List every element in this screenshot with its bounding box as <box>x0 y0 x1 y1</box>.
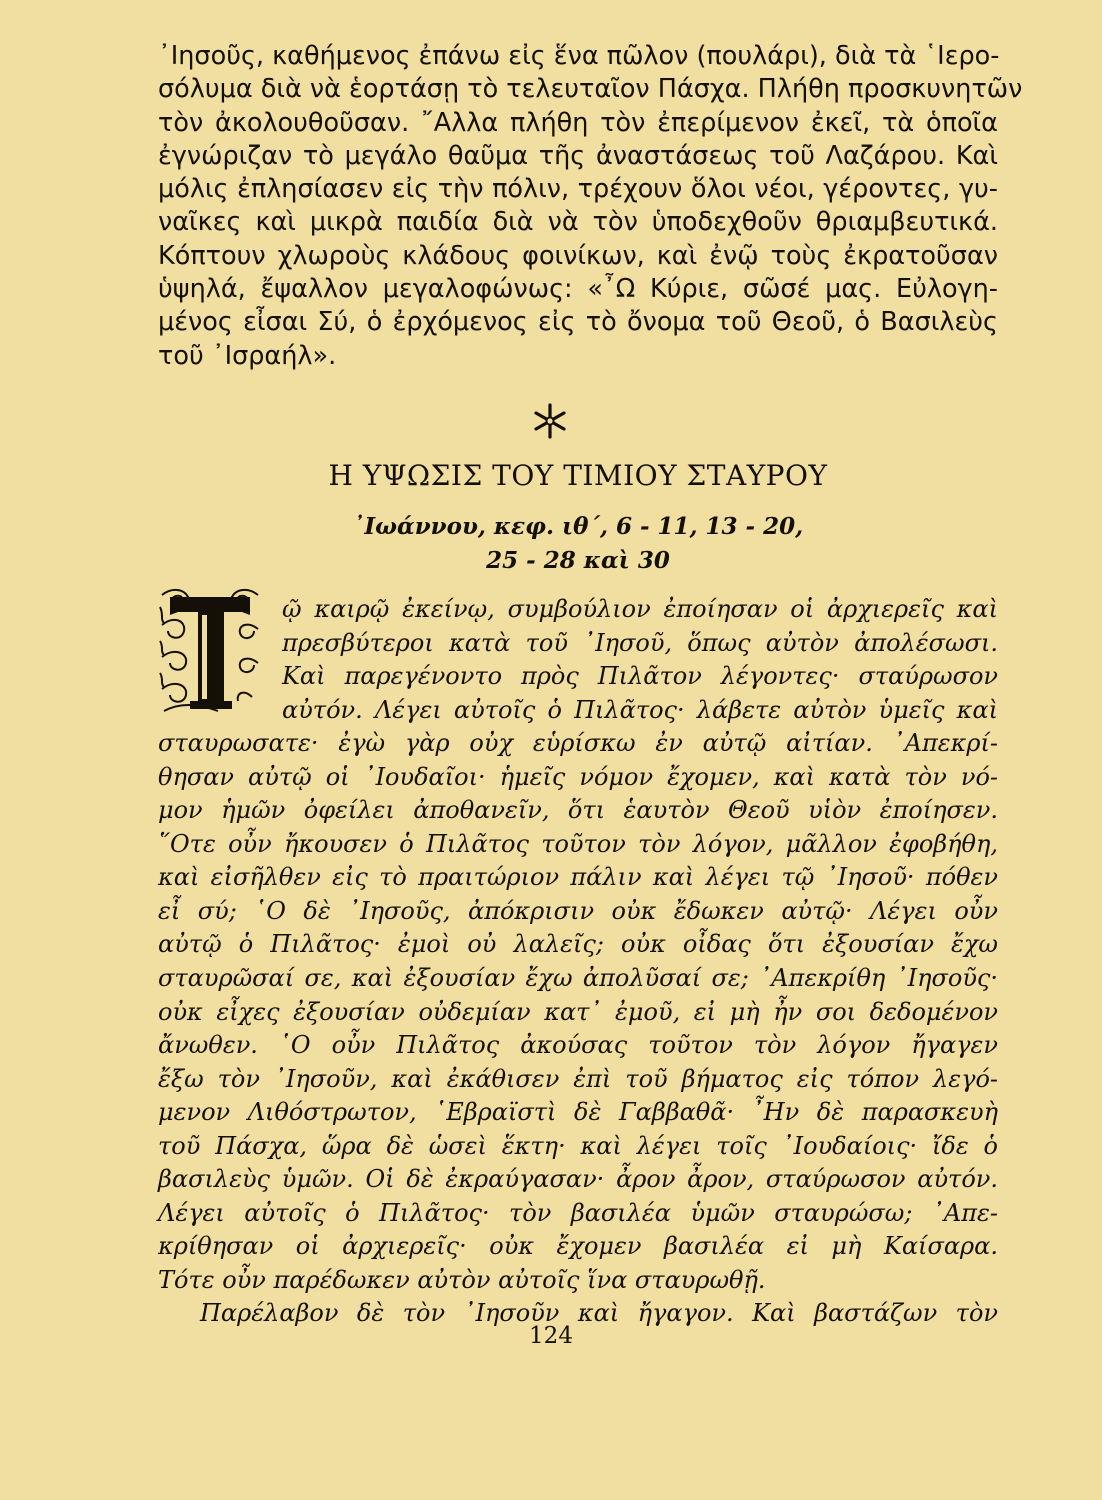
gospel-line: βασιλεὺς ὑμῶν. Οἱ δὲ ἐκραύγασαν· ἆρον ἆρον, σταύρωσον αὐτόν. <box>158 1165 998 1194</box>
gospel-line: μον ἡμῶν ὀφείλει ἀποθανεῖν, ὅτι ἑαυτὸν Θεοῦ υἱὸν ἐποίησεν. <box>158 796 998 825</box>
intro-line: τὸν ἀκολουθοῦσαν. ῎Αλλα πλήθη τὸν ἐπερίμενον ἐκεῖ, τὰ ὁποῖα <box>158 107 998 138</box>
gospel-line: Λέγει αὐτοῖς ὁ Πιλᾶτος· τὸν βασιλέα ὑμῶν σταυρώσω; ᾿Απε- <box>158 1198 998 1227</box>
gospel-line: εἶ σύ; ῾Ο δὲ ᾿Ιησοῦς, ἀπόκρισιν οὐκ ἔδωκεν αὐτῷ· Λέγει οὖν <box>158 896 998 925</box>
gospel-line: ἔξω τὸν ᾿Ιησοῦν, καὶ ἐκάθισεν ἐπὶ τοῦ βήματος εἰς τόπον λεγό- <box>158 1064 998 1093</box>
intro-line: σόλυμα διὰ νὰ ἑορτάσῃ τὸ τελευταῖον Πάσχα. Πλήθη προσκυνητῶν <box>158 74 1023 105</box>
gospel-line: σταυρῶσαί σε, καὶ ἐξουσίαν ἔχω ἀπολῦσαί σε; ᾿Απεκρίθη ᾿Ιησοῦς· <box>158 964 998 993</box>
gospel-line: αὐτόν. Λέγει αὐτοῖς ὁ Πιλᾶτος· λάβετε αὐτὸν ὑμεῖς καὶ <box>282 695 998 724</box>
scripture-reference <box>158 510 998 578</box>
gospel-line: καὶ εἰσῆλθεν εἰς τὸ πραιτώριον πάλιν καὶ λέγει τῷ ᾿Ιησοῦ· πόθεν <box>158 863 998 892</box>
intro-line: Κόπτουν χλωροὺς κλάδους φοινίκων, καὶ ἐνῷ τοὺς ἐκρατοῦσαν <box>158 240 998 271</box>
gospel-line: τοῦ Πάσχα, ὥρα δὲ ὡσεὶ ἕκτη· καὶ λέγει τοῖς ᾿Ιουδαίοις· ἴδε ὁ <box>158 1131 998 1160</box>
gospel-line: Παρέλαβον δὲ τὸν ᾿Ιησοῦν καὶ ἤγαγον. Καὶ βαστάζων τὸν <box>200 1299 998 1328</box>
reference-line: 25 - 28 καὶ 30 <box>486 547 670 574</box>
intro-paragraph <box>158 40 1023 373</box>
intro-line: τοῦ ᾿Ισραήλ». <box>158 340 337 371</box>
gospel-line: θησαν αὐτῷ οἱ ᾿Ιουδαῖοι· ἡμεῖς νόμον ἔχομεν, καὶ κατὰ τὸν νό- <box>158 762 998 791</box>
section-title: Η ΥΨΩΣΙΣ ΤΟΥ ΤΙΜΙΟΥ ΣΤΑΥΡΟΥ <box>328 459 828 492</box>
intro-line: ὑψηλά, ἔψαλλον μεγαλοφώνως: «῏Ω Κύριε, σῶσέ μας. Εὐλογη- <box>158 274 998 305</box>
gospel-line: Τότε οὖν παρέδωκεν αὐτὸν αὐτοῖς ἵνα σταυρωθῇ. <box>158 1265 766 1294</box>
intro-line: μένος εἶσαι Σύ, ὁ ἐρχόμενος εἰς τὸ ὄνομα τοῦ Θεοῦ, ὁ Βασιλεὺς <box>158 307 998 338</box>
gospel-line: κρίθησαν οἱ ἀρχιερεῖς· οὐκ ἔχομεν βασιλέα εἰ μὴ Καίσαρα. <box>158 1232 998 1261</box>
gospel-line: ῞Οτε οὖν ἤκουσεν ὁ Πιλᾶτος τοῦτον τὸν λόγον, μᾶλλον ἐφοβήθη, <box>158 829 998 858</box>
page-number: 124 <box>529 1323 573 1349</box>
gospel-line: Καὶ παρεγένοντο πρὸς Πιλᾶτον λέγοντες· σταύρωσον <box>282 662 998 691</box>
gospel-reading <box>158 593 998 1331</box>
reference-line: ᾿Ιωάννου, κεφ. ιθ´, 6 - 11, 13 - 20, <box>352 513 804 540</box>
intro-line: ναῖκες καὶ μικρὰ παιδία διὰ νὰ τὸν ὑποδεχθοῦν θριαμβευτικά. <box>158 207 998 238</box>
asterisk-ornament-icon <box>520 396 580 446</box>
gospel-line: πρεσβύτεροι κατὰ τοῦ ᾿Ιησοῦ, ὅπως αὐτὸν ἀπολέσωσι. <box>282 628 998 657</box>
gospel-line: ῷ καιρῷ ἐκείνῳ, συμβούλιον ἐποίησαν οἱ ἀρχιερεῖς καὶ <box>282 595 998 623</box>
gospel-line: ἄνωθεν. ῾Ο οὖν Πιλᾶτος ἀκούσας τοῦτον τὸν λόγον ἤγαγεν <box>158 1031 998 1060</box>
intro-line: μόλις ἐπλησίασεν εἰς τὴν πόλιν, τρέχουν ὅλοι νέοι, γέροντες, γυ- <box>158 174 998 205</box>
intro-line: ᾿Ιησοῦς, καθήμενος ἐπάνω εἰς ἕνα πῶλον (πουλάρι), διὰ τὰ ῾Ιερο- <box>158 41 1000 71</box>
gospel-line: αὐτῷ ὁ Πιλᾶτος· ἐμοὶ οὐ λαλεῖς; οὐκ οἶδας ὅτι ἐξουσίαν ἔχω <box>158 930 998 959</box>
gospel-line: σταυρωσατε· ἐγὼ γὰρ οὐχ εὑρίσκω ἐν αὐτῷ αἰτίαν. ᾿Απεκρί- <box>158 729 998 758</box>
intro-line: ἐγνώριζαν τὸ μεγάλο θαῦμα τῆς ἀναστάσεως τοῦ Λαζάρου. Καὶ <box>158 140 998 171</box>
gospel-line: οὐκ εἶχες ἐξουσίαν οὐδεμίαν κατ᾿ ἐμοῦ, εἰ μὴ ἦν σοι δεδομένον <box>158 997 998 1026</box>
gospel-line: μενον Λιθόστρωτον, ῾Εβραϊστὶ δὲ Γαββαθᾶ· ῏Ην δὲ παρασκευὴ <box>158 1098 998 1127</box>
